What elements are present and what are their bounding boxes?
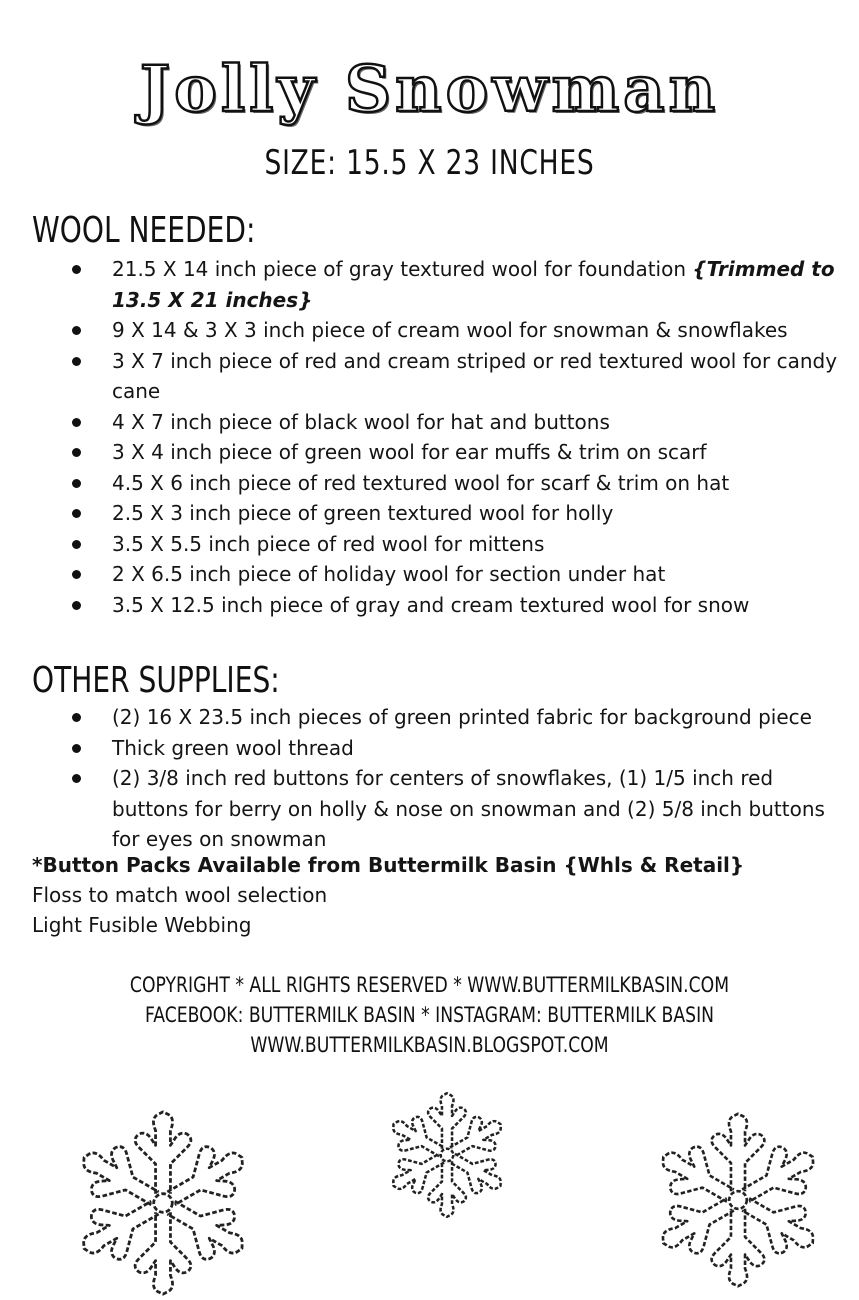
list-item [0,315,859,346]
list-item-text: 21.5 X 14 inch piece of gray textured wool for foundation [112,257,693,281]
list-item [0,498,859,529]
list-item-text: (2) 3/8 inch red buttons for centers of snowflakes, (1) 1/5 inch red buttons for berry on holly & nose on snowman and (2) 5/8 inch buttons for eyes on snowman [112,766,825,851]
snowflake-icon [70,1110,256,1296]
social-line: FACEBOOK: BUTTERMILK BASIN * INSTAGRAM: BUTTERMILK BASIN [144,1003,715,1027]
list-item [0,733,859,764]
bullet-icon [72,448,81,457]
list-item-text: 2 X 6.5 inch piece of holiday wool for section under hat [112,562,666,586]
list-item [0,468,859,499]
snowflake-icon [650,1112,826,1288]
other-supplies-list [0,702,859,855]
list-item [0,702,859,733]
wool-needed-heading: WOOL NEEDED: [32,210,256,251]
list-item [0,590,859,621]
list-item-text: 3 X 4 inch piece of green wool for ear muffs & trim on scarf [112,440,707,464]
list-item-note: {Trimmed to 13.5 X 21 inches} [112,257,835,312]
blog-url-line: WWW.BUTTERMILKBASIN.BLOGSPOT.COM [250,1033,609,1057]
webbing-line: Light Fusible Webbing [32,913,252,937]
wool-needed-list [0,254,859,620]
list-item [0,437,859,468]
bullet-icon [72,570,81,579]
list-item [0,529,859,560]
list-item [0,559,859,590]
bullet-icon [72,601,81,610]
list-item-text: (2) 16 X 23.5 inch pieces of green printed fabric for background piece [112,705,812,729]
size-line: SIZE: 15.5 X 23 INCHES [264,143,595,183]
bullet-icon [72,744,81,753]
other-supplies-heading: OTHER SUPPLIES: [32,660,280,701]
list-item-text: 9 X 14 & 3 X 3 inch piece of cream wool for snowman & snowflakes [112,318,788,342]
bullet-icon [72,509,81,518]
list-item-text: 3.5 X 12.5 inch piece of gray and cream textured wool for snow [112,592,750,617]
floss-line: Floss to match wool selection [32,883,328,907]
bullet-icon [72,774,81,783]
list-item-text: Thick green wool thread [112,735,354,760]
list-item [0,407,859,438]
bullet-icon [72,357,81,366]
list-item-text: 2.5 X 3 inch piece of green textured wool for holly [112,501,614,525]
list-item-text: 4.5 X 6 inch piece of red textured wool for scarf & trim on hat [112,470,730,495]
pattern-title: Jolly Snowman [139,52,720,127]
list-item [0,763,859,855]
copyright-line: COPYRIGHT * ALL RIGHTS RESERVED * WWW.BUTTERMILKBASIN.COM [129,973,730,997]
bullet-icon [72,265,81,274]
list-item-text: 3.5 X 5.5 inch piece of red wool for mittens [112,531,545,556]
bullet-icon [72,540,81,549]
list-item-text: 3 X 7 inch piece of red and cream striped or red textured wool for candy cane [112,348,838,403]
bullet-icon [72,326,81,335]
list-item [0,346,859,407]
snowflake-icon [384,1092,510,1218]
button-packs-note: *Button Packs Available from Buttermilk Basin {Whls & Retail} [32,853,745,877]
bullet-icon [72,479,81,488]
list-item [0,254,859,315]
bullet-icon [72,713,81,722]
list-item-text: 4 X 7 inch piece of black wool for hat and buttons [112,409,610,434]
bullet-icon [72,418,81,427]
